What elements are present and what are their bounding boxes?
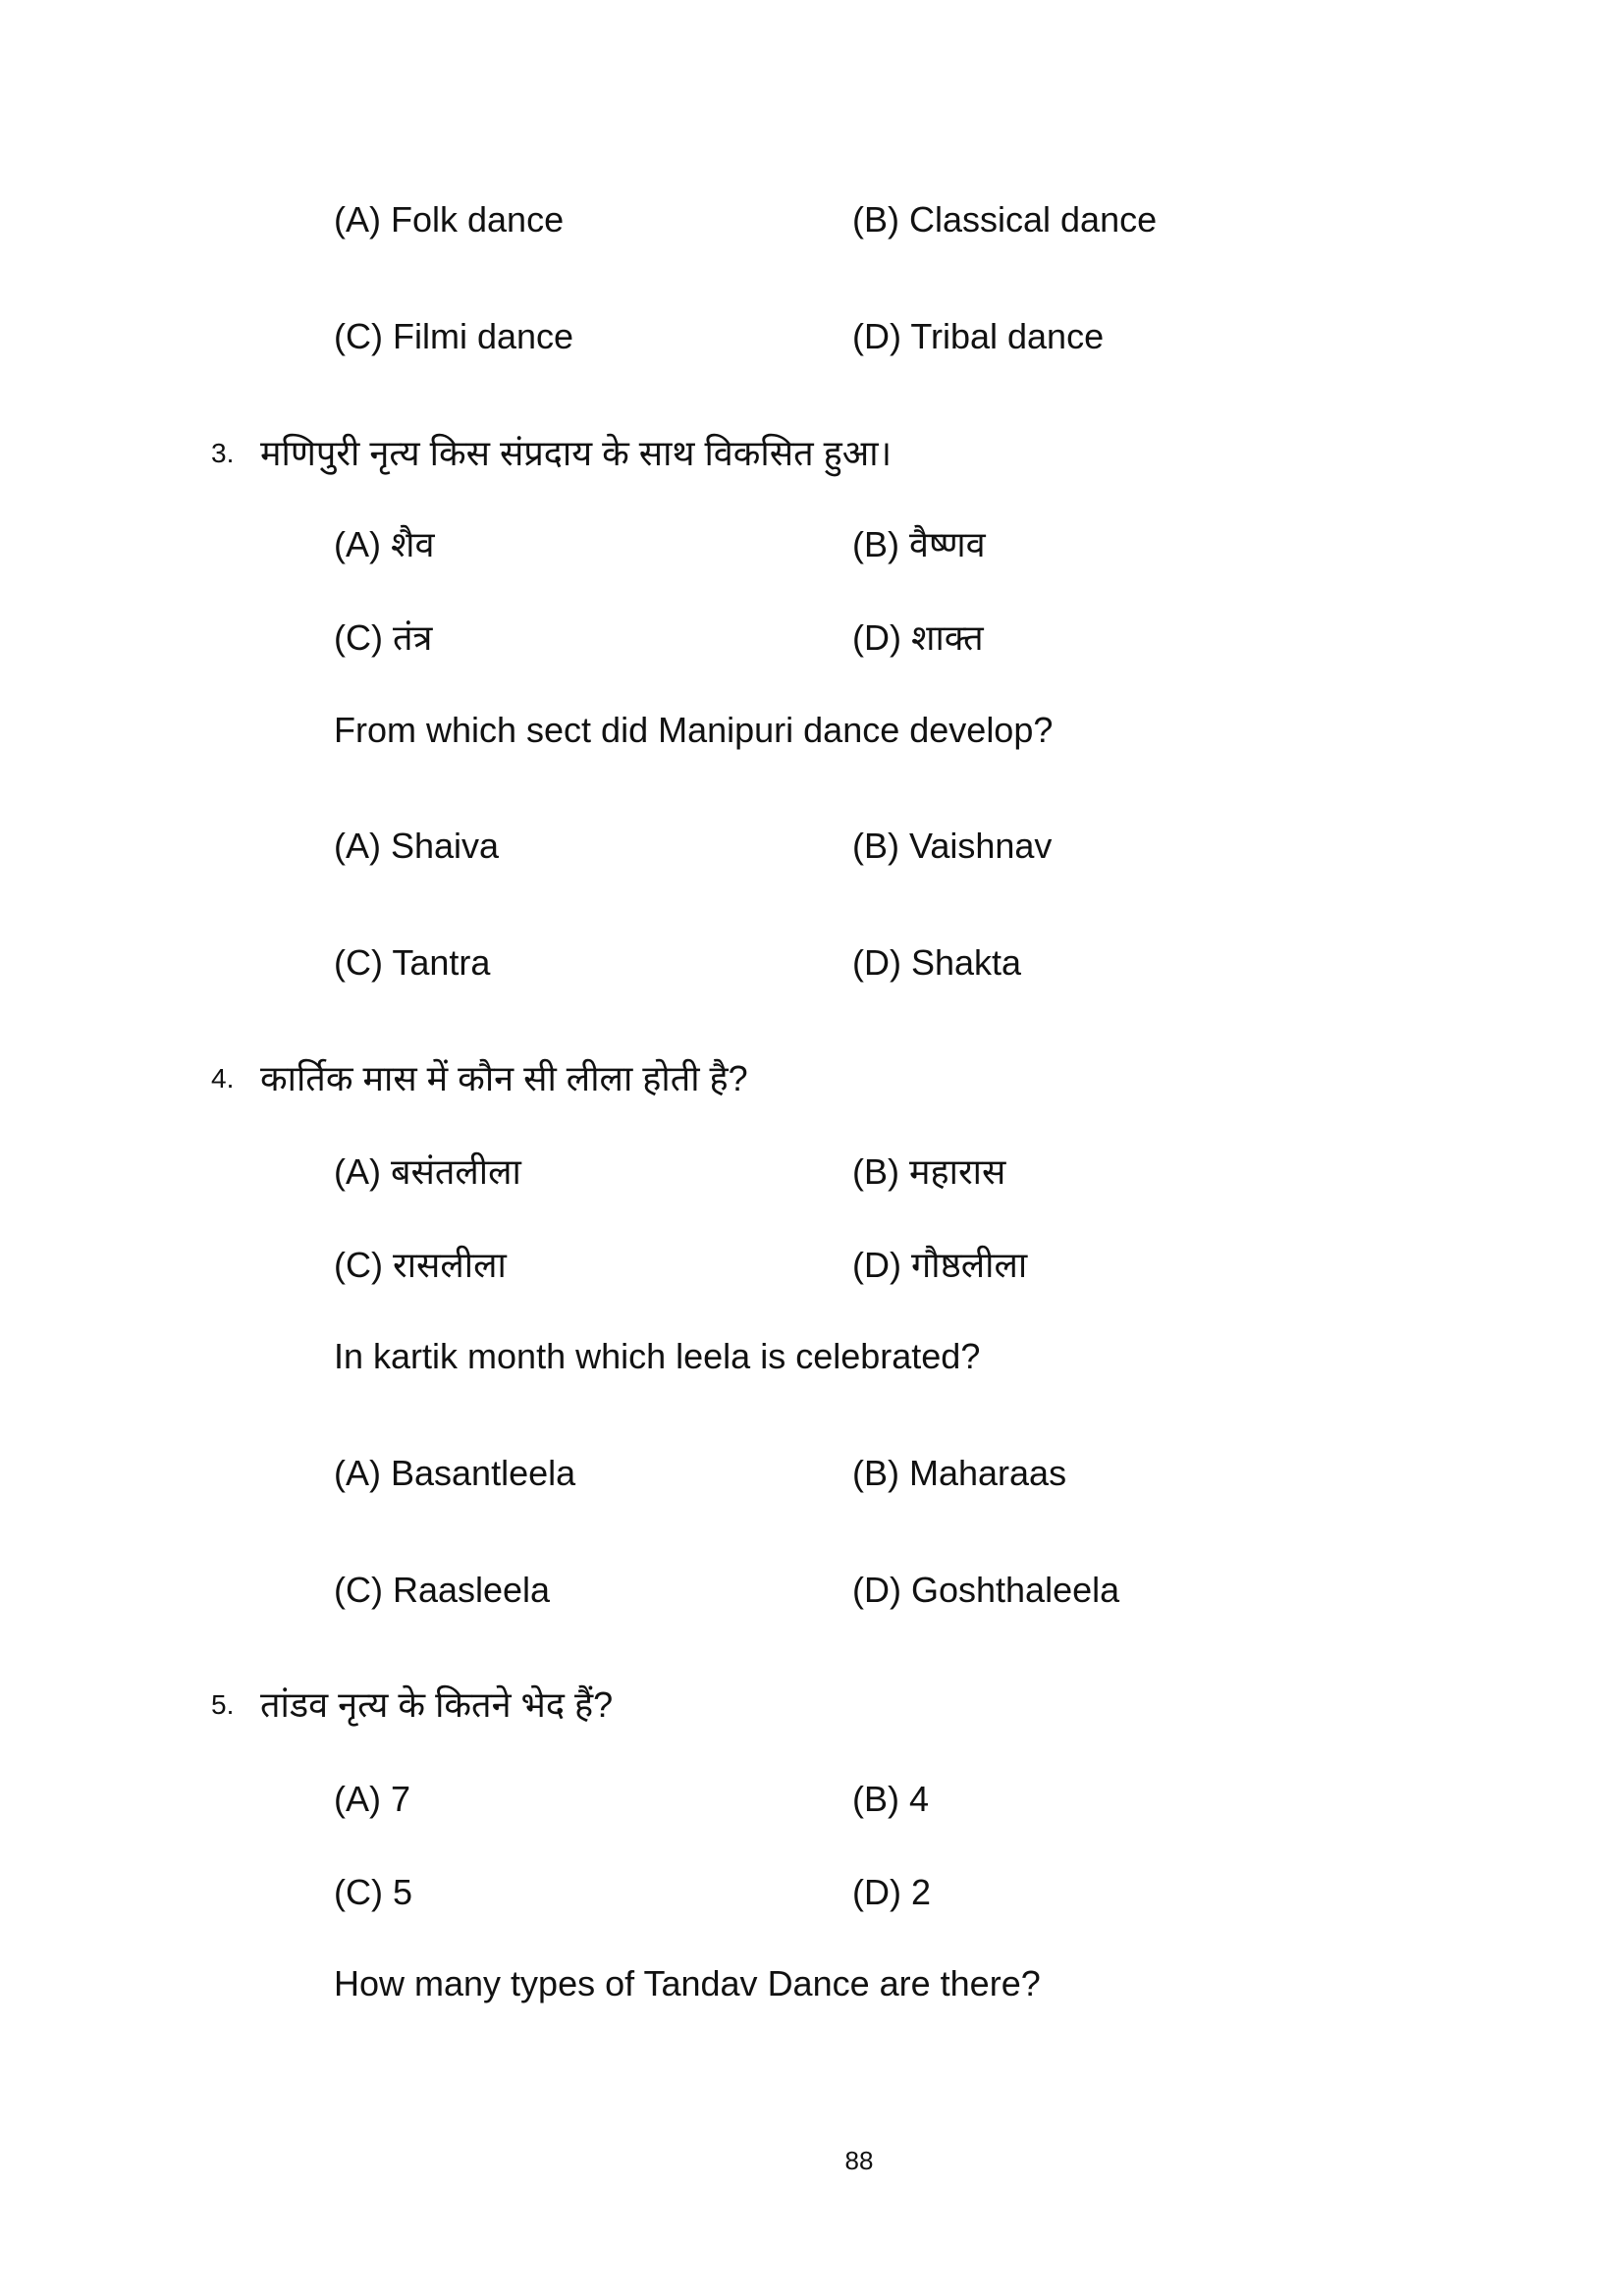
q2-option-c: (C) Filmi dance (334, 316, 574, 356)
q3-hindi-option-b: (B) वैष्णव (852, 524, 986, 564)
q3-english-option-a: (A) Shaiva (334, 826, 500, 866)
q3-english-question: From which sect did Manipuri dance develop? (334, 710, 1054, 750)
q4-hindi-option-b: (B) महारास (852, 1151, 1006, 1192)
q4-english-question: In kartik month which leela is celebrated? (334, 1336, 981, 1376)
q2-option-b: (B) Classical dance (852, 199, 1158, 240)
q3-hindi-option-c: (C) तंत्र (334, 617, 433, 658)
q3-hindi-question: मणिपुरी नृत्य किस संप्रदाय के साथ विकसित हुआ। (260, 433, 893, 473)
q4-hindi-option-a: (A) बसंतलीला (334, 1151, 521, 1192)
q5-number: 5. (211, 1689, 235, 1720)
q5-option-a: (A) 7 (334, 1779, 411, 1819)
q3-number: 3. (211, 438, 235, 468)
q3-hindi-option-d: (D) शाक्त (852, 617, 984, 658)
q4-english-option-c: (C) Raasleela (334, 1570, 551, 1610)
q4-english-option-d: (D) Goshthaleela (852, 1570, 1120, 1610)
q2-option-a: (A) Folk dance (334, 199, 565, 240)
q2-option-d: (D) Tribal dance (852, 316, 1105, 356)
q3-english-option-d: (D) Shakta (852, 942, 1022, 983)
q5-option-b: (B) 4 (852, 1779, 930, 1819)
q4-hindi-option-d: (D) गौष्ठलीला (852, 1245, 1028, 1285)
q4-hindi-question: कार्तिक मास में कौन सी लीला होती है? (260, 1058, 748, 1098)
q3-hindi-option-a: (A) शैव (334, 524, 435, 564)
q4-hindi-option-c: (C) रासलीला (334, 1245, 507, 1285)
q5-english-question: How many types of Tandav Dance are there? (334, 1963, 1041, 2003)
q5-option-c: (C) 5 (334, 1872, 412, 1912)
q4-english-option-a: (A) Basantleela (334, 1453, 576, 1493)
page-number: 88 (844, 2146, 874, 2175)
q3-english-option-b: (B) Vaishnav (852, 826, 1053, 866)
q3-english-option-c: (C) Tantra (334, 942, 491, 983)
q4-number: 4. (211, 1063, 235, 1094)
q5-option-d: (D) 2 (852, 1872, 931, 1912)
q5-hindi-question: तांडव नृत्य के कितने भेद हैं? (260, 1684, 614, 1725)
q4-english-option-b: (B) Maharaas (852, 1453, 1067, 1493)
